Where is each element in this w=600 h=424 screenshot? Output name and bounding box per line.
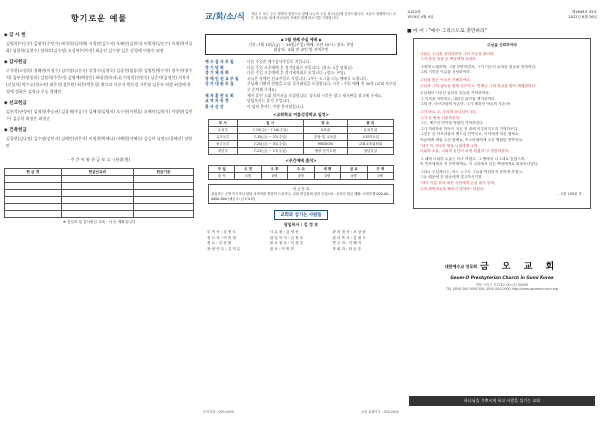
table-cell: 유치부실 — [347, 127, 393, 134]
table-row — [5, 211, 194, 218]
table-cell: MISSION — [303, 141, 347, 148]
notice-value: 이 달의 봉사는 주방 봉사팀입니다. — [247, 103, 305, 109]
scripture-line: 나의 예언자들을 해치지 말아라" 하셨다. — [420, 186, 485, 191]
table-cell: 7.20(금) ~ 31(주일) — [237, 141, 303, 148]
scripture-line: 그들 때문에 뭇 왕들에게 경고하시기를 — [420, 175, 482, 180]
notice-value: 다음 주일 오후예배 후 정기당회로 모입니다. (장소: 1층 당회실) — [247, 64, 353, 70]
table-header: 장 소 — [303, 120, 347, 127]
table-header: 헌 금 계 — [5, 169, 62, 176]
table-cell: 청년부실 — [347, 148, 393, 155]
notice-key: 교 역 자 동 정 — [205, 98, 229, 104]
church-name-en: Geum-O Presbyterian Church in Gumi Korea — [450, 275, 554, 280]
scripture-line: 그 때에 너희의 수효는 아주 적었고, 그 땅에서 나그네로 있었으며, — [420, 156, 526, 161]
news-topnote: 지난 주 보는 주는 생명의 말씀으로 함께 나누어 주신 성도님들께 감사드립니다. 오늘도 함께하시는 모든 성도님들 위에 하나님의 은혜가 함께 하시기를 기원합니다. — [251, 12, 397, 21]
table-cell: 교회학교실 — [347, 134, 393, 141]
church-contact-line: TEL (054) 000-0000 FAX (054) 000-0000 http://www.geumochurch.org — [446, 287, 558, 292]
table-cell: 7.15(금) ~ 27(주일) — [237, 134, 303, 141]
offering-table — [4, 168, 194, 218]
church-name-ko — [407, 259, 597, 272]
table-row — [209, 141, 394, 148]
table-header: 문 의 — [347, 120, 393, 127]
notice-value: 다음 주일 오후예배 후 정기제직회로 모입니다. (장소: 본당) — [247, 70, 346, 76]
table-header: 수 요 — [288, 166, 314, 173]
cover-panel — [407, 10, 597, 414]
table-cell: 0명 — [288, 173, 314, 180]
offering-sections — [4, 32, 194, 149]
scripture-line: 그의 종, 아브라함의 자손아, 그가 택하신 야곱의 자손아! — [420, 102, 511, 107]
table-header: 금 요 — [341, 166, 367, 173]
staff-item: 장 로 : 김 상 환 — [207, 241, 232, 246]
table-header: 새 벽 — [314, 166, 340, 173]
cover-header-left1: 교회요람 — [407, 10, 421, 14]
news-footer — [203, 409, 399, 414]
footer-right: 교회 홈페이지 : 000-0000 — [361, 410, 399, 414]
notice-key: 제 자 훈 련 도 회 — [205, 92, 234, 98]
section-body: 김현석(권정아) 김재희(추승권) 김상재(주승수) 김혜석(김병희) 오수현(이원훈) 오혜인(김원식) 이방향(김인수) 김승희 최정은 최정순 — [6, 109, 193, 121]
table-cell: 출 석 — [209, 173, 235, 180]
staff-grid — [207, 230, 395, 252]
table-row — [5, 190, 194, 197]
offering-panel — [4, 10, 194, 414]
staff-item: 관 리 집 사 : 조 상 남 — [332, 230, 366, 235]
scripture-line: 그는, 맺으신 언약을 영원히 기억하신다. — [420, 121, 485, 126]
offering-section — [4, 127, 194, 149]
table-cell: 0명 — [235, 173, 261, 180]
scripture-line: 이 민족에게서 저 민족에게로, 이 나라에서 다른 백성에게로 떠돌아다녔다. — [420, 162, 539, 167]
table-cell: 중고등부 — [209, 141, 238, 148]
scripture-line: 너희는 주님을 신뢰하면서 그의 이름을 불러라. — [420, 51, 495, 56]
table-cell: 유초등부 — [209, 134, 238, 141]
table-cell: 본당 및 교육관 — [303, 134, 347, 141]
notice-key: 정 기 당 회 — [205, 64, 224, 70]
section-body: 김경현(김나정) 김수정(강인자) 김해민(권은자) 이정현(박혜나) 이혜원(이혜숙) 김승희 남정도(경혜선) 장영란 — [6, 136, 193, 148]
table-cell: 0명 — [261, 173, 287, 180]
table-row — [209, 127, 394, 134]
notice-item — [205, 104, 397, 110]
table-header: 헌금선교비 — [61, 169, 133, 176]
offering-info-text: 십일조는 구역 인도자나 담당 교역자를 통하여 드리거나, 교회 헌금함에 넣어 주십시오. 온라인 헌금 계좌: 국민은행 000-00-0000-000 (예금주: 금오교회) — [211, 191, 390, 201]
offering-info-title: - 헌 금 안 내 - — [290, 187, 312, 192]
staff-item: 원 로 장 로 : 이 경 우 — [269, 241, 304, 246]
scripture-title: 주님을 신뢰하여라 — [487, 43, 517, 47]
notice-key: 장 애 인 선 교 주 일 — [205, 75, 239, 81]
cover-header-left2: 1974년 4월 4일 — [407, 14, 434, 19]
scripture-line: 너희의 소유, 너희의 유산이 되게 하겠다"고 말씀하셨다. — [420, 149, 510, 154]
scripture-line: "내가 기름 부어 세운 사람에게 손을 대지 말며, — [420, 181, 496, 186]
scripture-reference: - 시편 105편 중 - — [557, 192, 584, 197]
table-row — [209, 148, 394, 155]
table-cell: 계양 산기도원 — [303, 148, 347, 155]
table-header: 주 일 — [209, 166, 235, 173]
staff-item: 부 목 사 : 김 정 도 — [207, 230, 236, 235]
notice-key: 성 가 대 원 모 집 — [205, 81, 234, 87]
table-row — [209, 134, 394, 141]
footer-left: 문의전화 : 000-0000 — [203, 410, 234, 414]
table-header: 오 전 — [235, 166, 261, 173]
staff-badge: 교회와 섬기는 사람들 — [274, 210, 328, 220]
church-motto-banner: 하나님을 기쁘시게 하고 사람을 섬기는 교회 — [409, 396, 595, 406]
worship-title: <주간예배 출석> — [285, 158, 317, 164]
section-heading: ◆ 감사헌금 — [4, 60, 27, 65]
table-header: 일 시 — [237, 120, 303, 127]
news-panel — [203, 10, 399, 414]
church-address — [407, 283, 597, 291]
section-body: 김명희(이숭은) 김형주(주민자) 배석희(김희례) 서정민(김수자) 오혜인(김원식) 이방향(김인수) 이재천(어상화) 임광희(김현우) 정혁모(김무정) 오성연(이이진) 최승진 김수영 김문 강경에 이영숙 외정 — [6, 41, 193, 53]
event-date: 기간: 7월 15일(금) ~ 29일(주일) 예배: 오전 10시 / 장소: 본당 — [248, 42, 354, 47]
church-address-line: 경북 구미시 산호대로 00 (우) 00000 — [475, 283, 529, 287]
staff-item: 관 리 목 사 : 김 정 도 — [332, 235, 366, 240]
staff-item: 반 주 자 : 이 혜 지 — [332, 241, 362, 246]
scripture-line: 그의 거룩한 이름을 자랑하여라. — [420, 70, 471, 75]
table-cell: 0명 — [314, 173, 340, 180]
section-heading: ◆ 선교헌금 — [4, 101, 27, 106]
scripture-line: 주님께서 이루신 놀라운 일들을 기억하여라. — [420, 91, 490, 96]
scripture-box — [413, 38, 591, 209]
section-heading: ◆ 건축헌금 — [4, 128, 27, 133]
offering-section — [4, 100, 194, 122]
scripture-line: 그가 허락하신 약속이 자손 천 대에 이루어지도록 기억하신다. — [420, 126, 519, 131]
table-cell: 교육관 — [303, 127, 347, 134]
scripture-line: 그가 온 땅을 심판하신다. — [420, 115, 461, 120]
section-heading: ◆ 감 사 헌 — [4, 33, 26, 38]
staff-item: 목 회 자 : 최 승 우 — [332, 246, 362, 251]
scripture-line: 주님과 그의 권능을 힘써 사모하고, 언제나 그의 얼굴을 찾아 예배하여라. — [420, 83, 537, 88]
scripture-line: 그 이적을 기억하고, 내리신 판단을 생각하여라. — [420, 96, 496, 101]
table-cell: 0명 — [341, 173, 367, 180]
notice-value: 주님께 기쁨의 찬양을 드릴 성가대원을 모집합니다. 시간 : 주일 예배 전 30분 (교회 사무실로 문의해 주세요) — [247, 81, 397, 92]
table-row — [5, 204, 194, 211]
offering-footnote: ※ 십일조 및 감사헌금 교육 · 다 인 계좌입니다 — [62, 220, 136, 224]
cover-header-right1: 제1649호 35호 — [571, 10, 597, 14]
table-header: 오 후 — [261, 166, 287, 173]
table-cell: 7.22(금) ~ 17(주일) — [237, 148, 303, 155]
scripture-line: 그에게 노래하며, 그를 찬양하면서, 그가 이루신 놀라운 일들을 전하여라. — [420, 64, 537, 69]
notice-key: 정 기 제 직 회 — [205, 70, 229, 76]
table-header: 부 서 — [209, 120, 238, 127]
notice-key: 예 수 감 사 주 일 — [205, 59, 234, 64]
offering-section — [4, 32, 194, 54]
staff-item: 전 도 사 : 이 미 영 — [207, 235, 236, 240]
staff-item: 집 사 : 이 정 민 — [269, 246, 294, 251]
offering-table-title: · 주 간 이 월 헌 금 보 고 · (단위:원) — [67, 157, 131, 162]
table-cell: 교회교육위원회 — [347, 141, 393, 148]
church-name: 금 오 교 회 — [480, 262, 560, 272]
table-header: 구 역 — [367, 166, 393, 173]
schedule-table — [208, 119, 394, 155]
offering-section — [4, 59, 194, 95]
staff-item: 찬 양 인 도 : 김 지 수 — [207, 246, 241, 251]
scripture-line: 그것은 곧 아브라함과 맺으신 언약이요, 이삭에게 하신 맹세요, — [420, 132, 520, 137]
table-row — [5, 176, 194, 183]
scripture-lines — [420, 52, 584, 193]
scripture-line: 야곱에게 세워 주신 율례요, 이스라엘에게 주신 영원한 언약이다. — [420, 137, 524, 142]
table-cell: 유치부 — [209, 127, 238, 134]
notice-key: 봉 사 신 앙 — [205, 103, 224, 109]
staff-item: 담 임 목 사 : 김 정 호 — [269, 235, 304, 240]
schedule-title: <교회학교 여름성경학교 일정> — [273, 112, 329, 118]
scripture-line: 주님을 찾는 이들은 기뻐하여라. — [420, 77, 471, 82]
section-body: 구석현(고정희) 정해권(이정수) 김미정(고문숙) 강경수(김정욱) 김종진(임종희) 김영민(박수옥) 정우진(명주희) 김부순(양종희) 김정희(주은미) 김영예(배정은) 최대진(유리나) 이정희(진한숙) 남순자(김정선) 서옥자(신성희) 박수호(정소연) 최은진(경은원) 최은(박은경) 황으라 사은자 박은경 기은영 김은자 외정 최정에 한정에 정하은 김정나 우승 정해민 — [6, 68, 193, 94]
offering-info-box — [208, 184, 394, 204]
notice-value: 다음 주일은 예수감사주일로 지킵니다. — [247, 59, 311, 64]
scripture-line: 그가 바로 주, 우리의 하나님이시다. — [420, 109, 477, 114]
notice-item — [205, 81, 397, 92]
table-row — [209, 173, 394, 180]
notice-value: 담임목사는 휴가 중입니다. — [247, 98, 291, 104]
cover-header-right2: 2022년 6월 26일 — [568, 14, 597, 19]
notice-value: 오늘은 장애인 선교주일로 지킵니다. 1부는 소그룹 나눔 예배로 드립니다. — [247, 75, 368, 81]
cover-header — [407, 10, 597, 19]
table-row — [5, 183, 194, 190]
staff-pastor: 담임목사 : 김 정 호 — [283, 222, 319, 228]
notice-list — [203, 59, 399, 109]
table-row — [5, 197, 194, 204]
scripture-line: 그가 하신 일을 뭇 백성에게 알려라. — [420, 57, 477, 62]
event-title: ◆ 7월 셋째 주일 예배 ◆ — [280, 37, 322, 42]
worship-table — [208, 165, 394, 180]
cover-theme: ■ 마 이 : "예수 그리스도로 충만하라" — [407, 29, 487, 34]
staff-item: 사 무 장 : 김 영 선 — [269, 230, 299, 235]
scripture-line: 그러나 주님께서는, 어느 누구도 그들을 억압하지 못하게 하셨고, — [420, 169, 524, 174]
scripture-line: "내가 이 가나안 땅을 너희에게 주어, — [420, 143, 479, 148]
offering-title: 향기로운 예물 — [70, 14, 128, 23]
table-cell: 7.15(주)~ 7.16(주일) — [237, 127, 303, 134]
news-title: 교/회/소/식 — [205, 12, 245, 21]
table-cell: 청년부 — [209, 148, 238, 155]
event-target: 대상자: 교회 전 교인 및 지역주민 — [273, 47, 329, 52]
notice-value: 제자 훈련 도회 참가자를 모집합니다. 장소와 시간은 광고 게시판을 참고해 주세요. — [247, 92, 383, 98]
church-denomination: 대한예수교 장로회 — [444, 263, 478, 269]
event-box — [205, 34, 397, 55]
table-header: 헌금기준 — [133, 169, 193, 176]
table-cell: 0명 — [367, 173, 393, 180]
